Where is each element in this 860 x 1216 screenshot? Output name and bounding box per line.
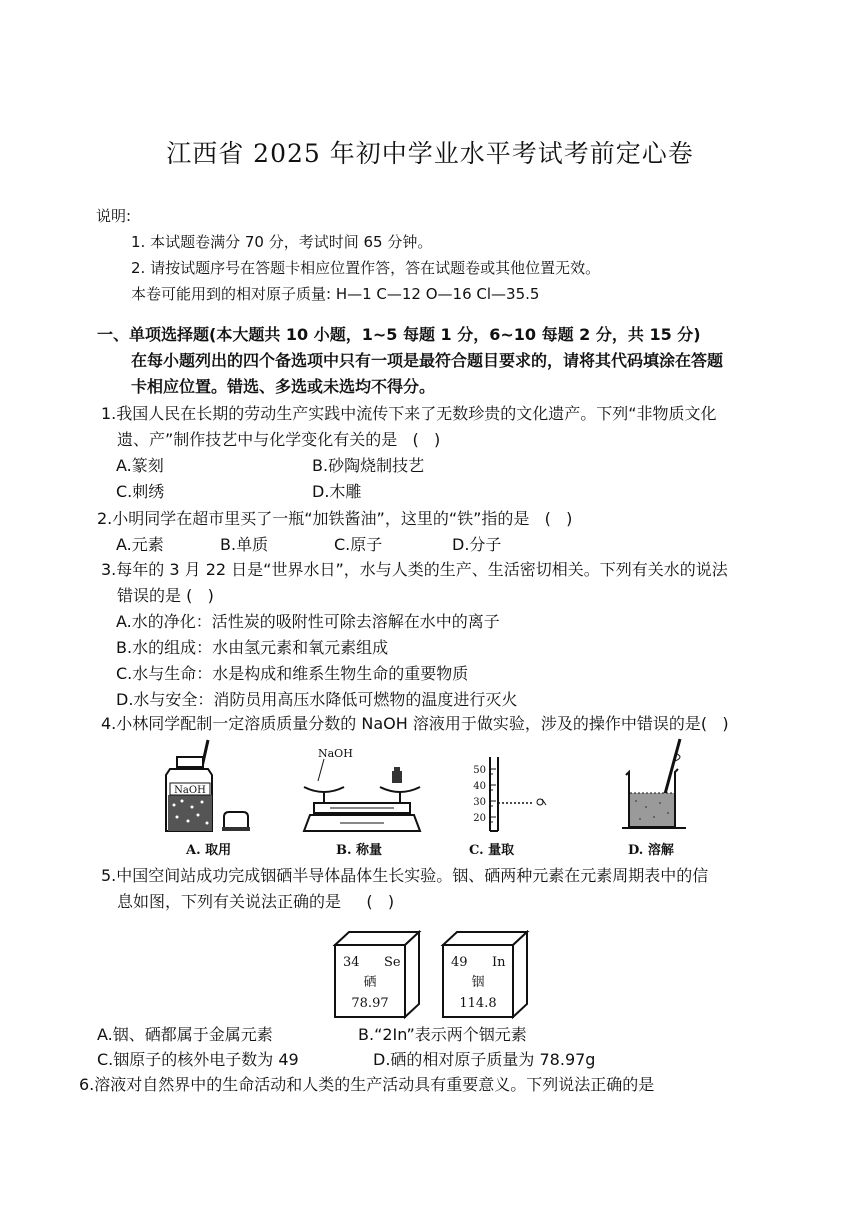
question-5-stem: 5.中国空间站成功完成铟硒半导体晶体生长实验。铟、硒两种元素在元素周期表中的信 bbox=[101, 866, 709, 885]
bottle-label: NaOH bbox=[174, 785, 206, 796]
cylinder-mark: 20 bbox=[473, 813, 486, 824]
se-symbol: Se bbox=[384, 955, 401, 970]
question-2-option-a: A.元素 bbox=[116, 535, 164, 554]
figure-a-caption: A. 取用 bbox=[186, 843, 232, 858]
in-mass: 114.8 bbox=[459, 996, 497, 1011]
se-mass: 78.97 bbox=[351, 996, 389, 1011]
cylinder-mark: 40 bbox=[473, 781, 486, 792]
question-1-option-c: C.刺绣 bbox=[116, 482, 165, 501]
question-6-stem: 6.溶液对自然界中的生命活动和人类的生产活动具有重要意义。下列说法正确的是 bbox=[79, 1075, 655, 1094]
question-5-stem: 息如图，下列有关说法正确的是 ( ) bbox=[117, 892, 395, 911]
element-card-se bbox=[332, 930, 422, 1020]
figure-d-caption: D. 溶解 bbox=[628, 843, 674, 858]
figure-b-caption: B. 称量 bbox=[336, 843, 383, 858]
in-name: 铟 bbox=[471, 975, 485, 990]
question-3-option-b: B.水的组成：水由氢元素和氧元素组成 bbox=[116, 638, 389, 657]
cylinder-mark: 50 bbox=[473, 765, 486, 776]
question-2-option-c: C.原子 bbox=[334, 535, 383, 554]
question-3-stem: 3.每年的 3 月 22 日是“世界水日”，水与人类的生产、生活密切相关。下列有关水的说法 bbox=[101, 560, 728, 579]
question-2-option-d: D.分子 bbox=[452, 535, 502, 554]
section-note: 在每小题列出的四个备选项中只有一项是最符合题目要求的，请将其代码填涂在答题 bbox=[131, 351, 724, 370]
element-card-in bbox=[440, 930, 530, 1020]
question-5-option-b: B.“2In”表示两个铟元素 bbox=[358, 1025, 527, 1044]
page-title: 江西省 2025 年初中学业水平考试考前定心卷 bbox=[166, 139, 694, 168]
question-1-option-a: A.篆刻 bbox=[116, 456, 164, 475]
question-3-option-a: A.水的净化：活性炭的吸附性可除去溶解在水中的离子 bbox=[116, 612, 500, 631]
question-2-option-b: B.单质 bbox=[220, 535, 269, 554]
in-atomic-number: 49 bbox=[451, 955, 468, 970]
question-4-stem: 4.小林同学配制一定溶质质量分数的 NaOH 溶液用于做实验，涉及的操作中错误的是( ) bbox=[101, 714, 729, 733]
cylinder-mark: 30 bbox=[473, 797, 486, 808]
question-5-option-a: A.铟、硒都属于金属元素 bbox=[97, 1025, 273, 1044]
question-3-option-d: D.水与安全：消防员用高压水降低可燃物的温度进行灭火 bbox=[116, 690, 518, 709]
figure-c-graduated-cylinder bbox=[462, 755, 552, 835]
question-5-option-d: D.硒的相对原子质量为 78.97g bbox=[373, 1050, 596, 1069]
instructions-heading: 说明: bbox=[96, 207, 132, 225]
se-atomic-number: 34 bbox=[343, 955, 360, 970]
in-symbol: In bbox=[492, 955, 506, 970]
question-3-option-c: C.水与生命：水是构成和维系生物生命的重要物质 bbox=[116, 664, 469, 683]
question-1-stem: 1.我国人民在长期的劳动生产实践中流传下来了无数珍贵的文化遗产。下列“非物质文化 bbox=[101, 404, 717, 423]
section-heading: 一、单项选择题(本大题共 10 小题，1~5 每题 1 分，6~10 每题 2 分，共 15 分) bbox=[97, 325, 701, 344]
figure-d-beaker bbox=[620, 735, 690, 835]
question-1-option-d: D.木雕 bbox=[312, 482, 362, 501]
question-5-option-c: C.铟原子的核外电子数为 49 bbox=[97, 1050, 299, 1069]
question-2-stem: 2.小明同学在超市里买了一瓶“加铁酱油”，这里的“铁”指的是 ( ) bbox=[97, 509, 573, 528]
figure-b-balance bbox=[300, 745, 425, 840]
section-note: 卡相应位置。错选、多选或未选均不得分。 bbox=[131, 377, 436, 396]
atomic-mass-note: 本卷可能用到的相对原子质量: H—1 C—12 O—16 Cl—35.5 bbox=[131, 285, 540, 303]
instruction-item: 1. 本试题卷满分 70 分，考试时间 65 分钟。 bbox=[131, 233, 433, 251]
question-3-stem: 错误的是 ( ) bbox=[117, 586, 214, 605]
figure-c-caption: C. 量取 bbox=[469, 843, 515, 858]
naoh-label: NaOH bbox=[318, 747, 353, 760]
question-1-option-b: B.砂陶烧制技艺 bbox=[312, 456, 425, 475]
question-1-stem: 遗、产”制作技艺中与化学变化有关的是 ( ) bbox=[117, 430, 441, 449]
instruction-item: 2. 请按试题序号在答题卡相应位置作答，答在试题卷或其他位置无效。 bbox=[131, 259, 601, 277]
se-name: 硒 bbox=[363, 975, 377, 990]
